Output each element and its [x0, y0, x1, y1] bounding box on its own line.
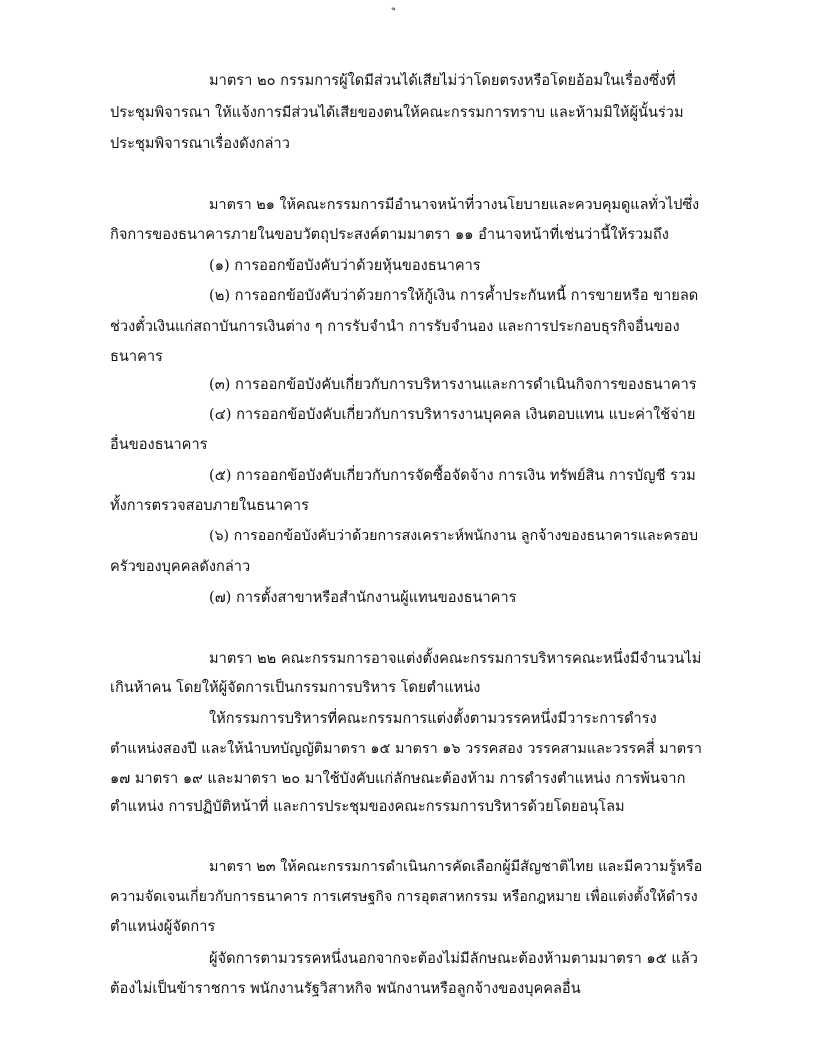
s21-item-5: (๕) การออกข้อบังคับเกี่ยวกับการจัดซื้อจัดจ้าง การเงิน ทรัพย์สิน การบัญชี รวม — [209, 467, 696, 484]
s23-line-4: ผู้จัดการตามวรรคหนึ่งนอกจากจะต้องไม่มีลักษณะต้องห้ามตามมาตรา ๑๕ แล้ว — [209, 950, 698, 967]
s21-line-2: กิจการของธนาคารภายในขอบวัตถุประสงค์ตามมาตรา ๑๑ อำนาจหน้าที่เช่นว่านี้ให้รวมถึง — [110, 226, 669, 243]
s23-line-3: ตำแหน่งผู้จัดการ — [110, 918, 216, 935]
s21-item-6-cont: ครัวของบุคคลดังกล่าว — [110, 558, 251, 575]
s21-item-1: (๑) การออกข้อบังคับว่าด้วยหุ้นของธนาคาร — [209, 257, 481, 274]
s22-line-4: ตำแหน่งสองปี และให้นำบทบัญญัติมาตรา ๑๕ มาตรา ๑๖ วรรคสอง วรรคสามและวรรคสี่ มาตรา — [110, 741, 702, 757]
s21-item-2-cont-2: ธนาคาร — [110, 348, 163, 365]
s22-line-2: เกินห้าคน โดยให้ผู้จัดการเป็นกรรมการบริหาร โดยตำแหน่ง — [110, 679, 481, 696]
s21-item-2-cont: ช่วงตั๋วเงินแก่สถาบันการเงินต่าง ๆ การรับจำนำ การรับจำนอง และการประกอบธุรกิจอื่นของ — [110, 318, 680, 335]
s20-line-3: ประชุมพิจารณาเรื่องดังกล่าว — [110, 135, 290, 152]
s22-line-5: ๑๗ มาตรา ๑๙ และมาตรา ๒๐ มาใช้บังคับแก่ลักษณะต้องห้าม การดำรงตำแหน่ง การพ้นจาก — [110, 770, 686, 787]
s21-item-7: (๗) การตั้งสาขาหรือสำนักงานผู้แทนของธนาคาร — [209, 589, 517, 606]
s21-item-2: (๒) การออกข้อบังคับว่าด้วยการให้กู้เงิน การค้ำประกันหนี้ การขายหรือ ขายลด — [209, 287, 699, 304]
s22-line-3: ให้กรรมการบริหารที่คณะกรรมการแต่งตั้งตามวรรคหนึ่งมีวาระการดำรง — [209, 710, 657, 727]
s21-item-5-cont: ทั้งการตรวจสอบภายในธนาคาร — [110, 497, 309, 514]
s21-item-6: (๖) การออกข้อบังคับว่าด้วยการสงเคราะห์พนักงาน ลูกจ้างของธนาคารและครอบ — [209, 528, 699, 544]
s20-line-2: ประชุมพิจารณา ให้แจ้งการมีส่วนได้เสียของตนให้คณะกรรมการทราบ และห้ามมิให้ผู้นั้นร่วม — [110, 104, 684, 121]
s23-line-2: ความจัดเจนเกี่ยวกับการธนาคาร การเศรษฐกิจ การอุตสาหกรรม หรือกฎหมาย เพื่อแต่งตั้งให้ดำรง — [110, 889, 698, 905]
s20-line-1: มาตรา ๒๐ กรรมการผู้ใดมีส่วนได้เสียไม่ว่าโดยตรงหรือโดยอ้อมในเรื่องซึ่งที่ — [209, 72, 676, 89]
s23-line-5: ต้องไม่เป็นข้าราชการ พนักงานรัฐวิสาหกิจ พนักงานหรือลูกจ้างของบุคคลอื่น — [110, 980, 581, 997]
s23-line-1: มาตรา ๒๓ ให้คณะกรรมการดำเนินการคัดเลือกผู้มีสัญชาติไทย และมีความรู้หรือ — [209, 859, 703, 875]
s22-line-1: มาตรา ๒๒ คณะกรรมการอาจแต่งตั้งคณะกรรมการบริหารคณะหนึ่งมีจำนวนไม่ — [209, 650, 702, 667]
s22-line-6: ตำแหน่ง การปฏิบัติหน้าที่ และการประชุมของคณะกรรมการบริหารด้วยโดยอนุโลม — [110, 798, 625, 815]
s21-item-4: (๔) การออกข้อบังคับเกี่ยวกับการบริหารงานบุคคล เงินตอบแทน แบะค่าใช้จ่าย — [209, 406, 696, 423]
s21-line-1: มาตรา ๒๑ ให้คณะกรรมการมีอำนาจหน้าที่วางนโยบายและควบคุมดูแลทั่วไปซึ่ง — [209, 197, 700, 213]
s21-item-3: (๓) การออกข้อบังคับเกี่ยวกับการบริหารงานและการดำเนินกิจการของธนาคาร — [209, 376, 697, 393]
s21-item-4-cont: อื่นของธนาคาร — [110, 436, 208, 453]
